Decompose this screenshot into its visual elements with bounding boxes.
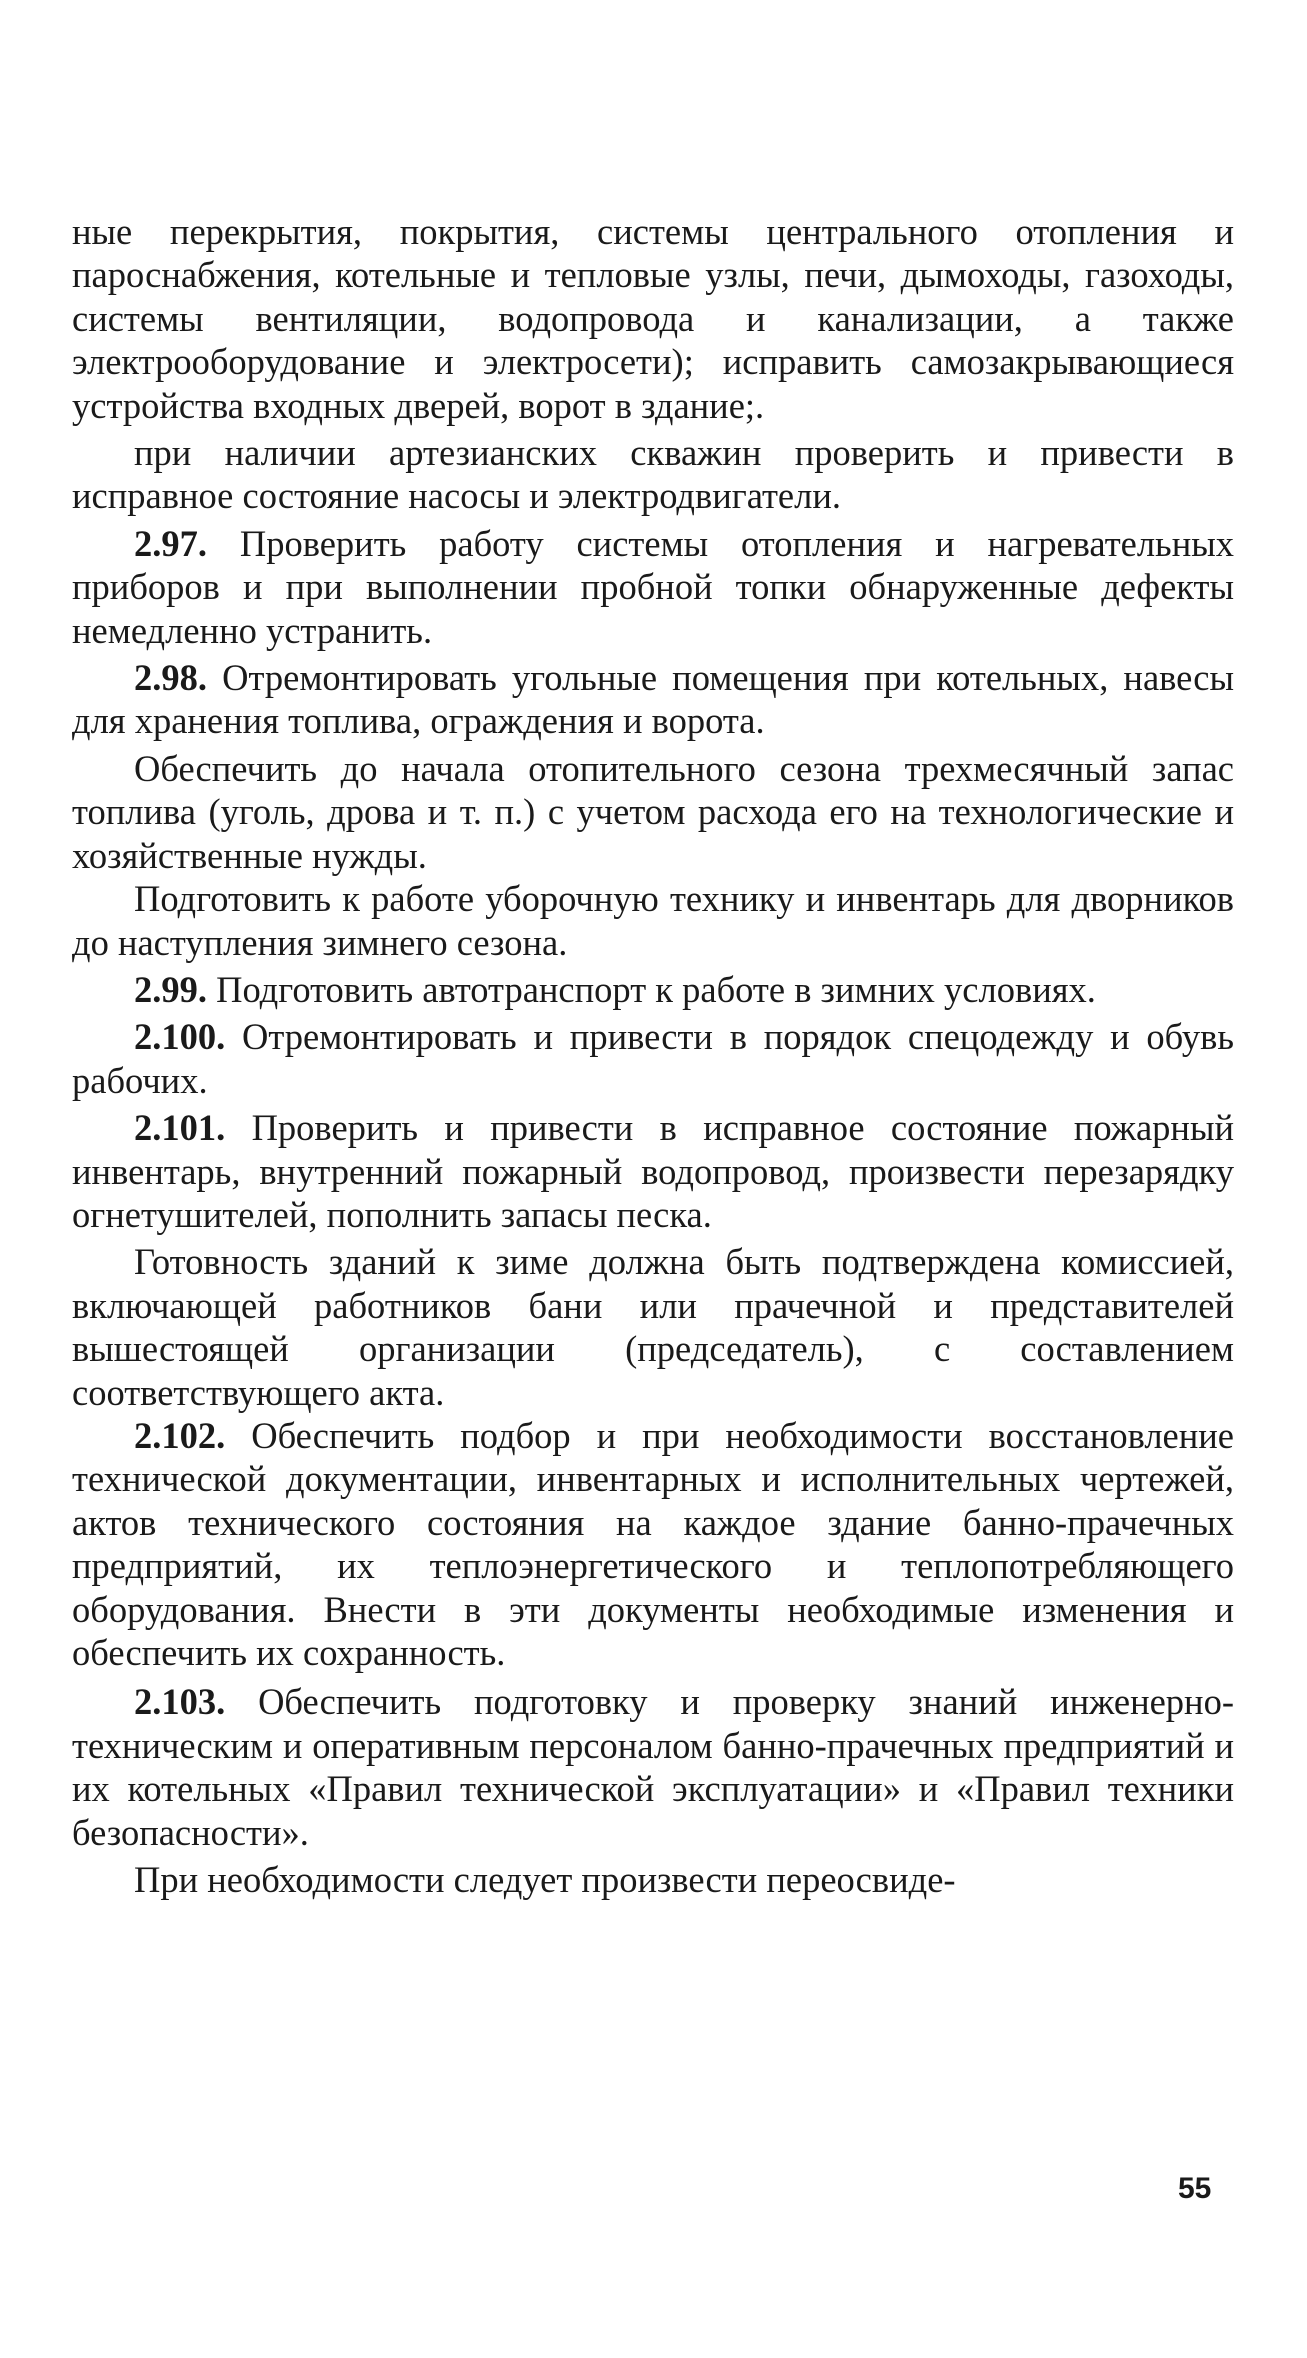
paragraph-text: Подготовить автотранспорт к работе в зимних условиях. bbox=[216, 968, 1096, 1010]
paragraph-2-99 bbox=[72, 968, 1234, 1011]
paragraph-text: Проверить работу системы отопления и нагревательных приборов и при выполнении пробной топки обнаруженные дефекты немедленно устранить. bbox=[72, 522, 1235, 651]
paragraph-2-100 bbox=[72, 1015, 1234, 1102]
paragraph-artesian-wells bbox=[72, 431, 1234, 518]
paragraph-number: 2.98. bbox=[134, 657, 207, 699]
paragraph-2-97 bbox=[72, 522, 1234, 652]
paragraph-text: Обеспечить до начала отопительного сезона трехмесячный запас топлива (уголь, дрова и т. п.) с учетом расхода его на технологические и хозяйственные нужды. bbox=[72, 747, 1234, 876]
paragraph-number: 2.101. bbox=[134, 1107, 226, 1149]
paragraph-2-98 bbox=[72, 656, 1234, 743]
paragraph-text: при наличии артезианских скважин проверить и привести в исправное состояние насосы и электродвигатели. bbox=[72, 432, 1234, 517]
paragraph-number: 2.102. bbox=[134, 1414, 226, 1456]
paragraph-recertification bbox=[72, 1858, 1234, 1901]
paragraph-text: Обеспечить подбор и при необходимости восстановление технической документации, инвентарных и исполнительных чертежей, актов технического состояния на каждое здание банно-прачечных предприятий, их теплоэнергетического и теплопотребляющего оборудования. Внести в эти документы необходимые изменения и обеспечить их сохранность. bbox=[72, 1414, 1235, 1673]
paragraph-text: Обеспечить подготовку и проверку знаний инженерно-техническим и оперативным персоналом банно-прачечных предприятий и их котельных «Правил технической эксплуатации» и «Правил техники безопасности». bbox=[72, 1681, 1234, 1853]
paragraph-2-101 bbox=[72, 1106, 1234, 1236]
paragraph-number: 2.103. bbox=[134, 1681, 226, 1723]
paragraph-2-102 bbox=[72, 1414, 1234, 1674]
paragraph-text: Отремонтировать и привести в порядок спецодежду и обувь рабочих. bbox=[72, 1016, 1234, 1101]
paragraph-text: Подготовить к работе уборочную технику и инвентарь для дворников до наступления зимнего сезона. bbox=[72, 878, 1234, 963]
paragraph-text: При необходимости следует произвести переосвиде- bbox=[134, 1859, 956, 1901]
paragraph-2-103 bbox=[72, 1680, 1234, 1854]
paragraph-cleaning-equipment bbox=[72, 877, 1234, 964]
paragraph-readiness bbox=[72, 1240, 1234, 1414]
paragraph-text: Проверить и привести в исправное состояние пожарный инвентарь, внутренний пожарный водопровод, произвести перезарядку огнетушителей, пополнить запасы песка. bbox=[72, 1107, 1235, 1235]
paragraph-text: Готовность зданий к зиме должна быть подтверждена комиссией, включающей работников бани или прачечной и представителей вышестоящей организации (председатель), с составлением соответствующего акта. bbox=[72, 1241, 1234, 1413]
paragraph-text: ные перекрытия, покрытия, системы центрального отопления и пароснабжения, котельные и тепловые узлы, печи, дымоходы, газоходы, системы вентиляции, водопровода и канализации, а также электрооборудование и электросети); исправить самозакрывающиеся устройства входных дверей, ворот в здание;. bbox=[72, 211, 1234, 426]
page-body bbox=[72, 210, 1234, 1901]
paragraph-continuation bbox=[72, 210, 1234, 427]
paragraph-text: Отремонтировать угольные помещения при котельных, навесы для хранения топлива, ограждения и ворота. bbox=[72, 657, 1235, 742]
paragraph-number: 2.99. bbox=[134, 968, 207, 1010]
paragraph-fuel-supply bbox=[72, 747, 1234, 877]
page-number: 55 bbox=[1178, 2172, 1212, 2205]
paragraph-number: 2.97. bbox=[134, 522, 207, 564]
paragraph-number: 2.100. bbox=[134, 1016, 226, 1058]
